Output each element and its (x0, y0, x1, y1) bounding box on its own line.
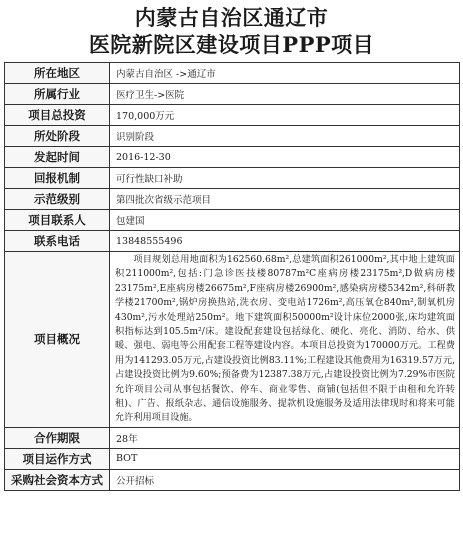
value-overview (110, 252, 460, 428)
page-title: 内蒙古自治区通辽市 (134, 5, 329, 30)
row-contact (5, 210, 460, 231)
label-region: 所在地区 (5, 63, 110, 84)
label-industry: 所属行业 (5, 84, 110, 105)
label-total-investment: 项目总投资 (5, 105, 110, 126)
overview-paragraph: 项目规划总用地面积为162560.68m²,总建筑面积261000m²,其中地上建筑面积211000m²,包括:门急诊医技楼80787m²C座病房楼23175m²,D做病房楼23175m²,E座病房楼26675m²,F座病房楼26900m²,感染病房楼5342m²,科研教学楼21700m²,锅炉房换热站,洗衣房、变电站1726m²,高压氧仓840m²,制氧机房430m²,污水处理站250m²。地下建筑面积50000m²设计床位2000张,床均建筑面积指标达到105.5m²/床。建设配套建设包括绿化、硬化、亮化、消防、给水、供暖、强电、弱电等公用配套工程等建设内容。本项目总投资为170000万元。工程费用为141293.05万元,占建设投资比例83.11%;工程建设其他费用为16319.57万元,占建设投资比例为9.60%;预备费为12387.38万元,占建设投资比例为7.29%市医院允许项目公司从事包括餐饮、停车、商业零售、商铺(包括但不限于由租和允许转租)、广告、报纸杂志、通信设施服务、提款机设施服务及适用法律现时和将来可能允许利用项目设施。 (115, 254, 455, 424)
value-region: 内蒙古自治区 ->通辽市 (110, 63, 460, 84)
value-procurement: 公开招标 (110, 469, 460, 490)
row-stage (5, 126, 460, 147)
label-demo-level: 示范级别 (5, 189, 110, 210)
value-operation-mode: BOT (110, 448, 460, 469)
value-return-mechanism: 可行性缺口补助 (110, 168, 460, 189)
row-overview (5, 252, 460, 428)
project-info-table (4, 62, 460, 491)
label-term: 合作期限 (5, 427, 110, 448)
label-return-mechanism: 回报机制 (5, 168, 110, 189)
label-phone: 联系电话 (5, 231, 110, 252)
value-phone: 13848555496 (110, 231, 460, 252)
value-industry: 医疗卫生->医院 (110, 84, 460, 105)
value-total-investment: 170,000万元 (110, 105, 460, 126)
value-stage: 识别阶段 (110, 126, 460, 147)
row-operation-mode (5, 448, 460, 469)
row-demo-level (5, 189, 460, 210)
row-phone (5, 231, 460, 252)
row-start-date (5, 147, 460, 168)
label-contact: 项目联系人 (5, 210, 110, 231)
value-term: 28年 (110, 427, 460, 448)
value-demo-level: 第四批次省级示范项目 (110, 189, 460, 210)
label-operation-mode: 项目运作方式 (5, 448, 110, 469)
row-total-investment (5, 105, 460, 126)
label-overview: 项目概况 (5, 252, 110, 428)
row-procurement (5, 469, 460, 490)
row-industry (5, 84, 460, 105)
row-return-mechanism (5, 168, 460, 189)
page-subtitle: 医院新院区建设项目PPP项目 (88, 32, 375, 57)
label-procurement: 采购社会资本方式 (5, 469, 110, 490)
row-term (5, 427, 460, 448)
label-stage: 所处阶段 (5, 126, 110, 147)
label-start-date: 发起时间 (5, 147, 110, 168)
value-contact: 包建国 (110, 210, 460, 231)
row-region (5, 63, 460, 84)
value-start-date: 2016-12-30 (110, 147, 460, 168)
